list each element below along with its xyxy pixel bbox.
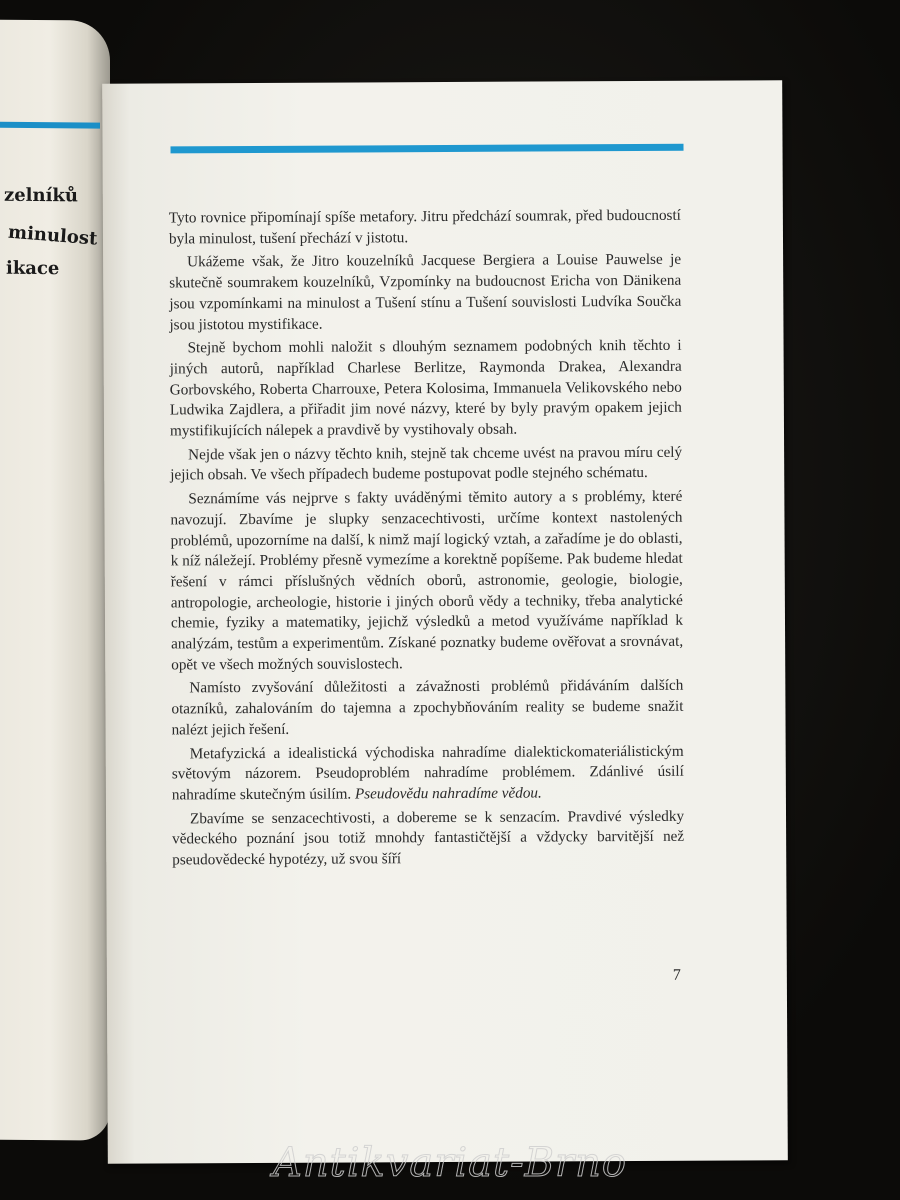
paragraph-text: Metafyzická a idealistická východiska nahradíme dialektickomateriálistickým světovým názorem. Pseudoproblém nahradíme problémem. Zdánlivé úsilí nahradíme skutečným úsilím.: [171, 742, 684, 804]
left-page-fragment: ikace: [6, 257, 60, 280]
book-page: [102, 80, 788, 1164]
paragraph: Tyto rovnice připomínají spíše metafory. Jitru předchází soumrak, před budoucností byla minulost, tušení přechází v jistotu.: [168, 206, 681, 248]
page-number: 7: [672, 966, 681, 984]
paragraph: [172, 741, 684, 806]
page-top-blue-rule: [171, 144, 684, 154]
paragraph: Nejde však jen o názvy těchto knih, stejně tak chceme uvést na pravou míru celý jejich obsah. Ve všech případech budeme postupovat podle stejného schématu.: [170, 443, 683, 484]
left-page-fragment: minulost: [7, 221, 98, 250]
left-facing-page: [0, 19, 110, 1140]
left-page-blue-rule: [0, 122, 100, 129]
paragraph: Zbavíme se senzacechtivosti, a dobereme se k senzacím. Pravdivé výsledky vědeckého poznání jsou totiž mnohdy fantastičtější a vždycky barvitější než pseudovědecké hypotézy, už svou šíří: [172, 807, 685, 869]
page-body-text: [169, 206, 684, 874]
left-page-fragment: zelníků: [4, 184, 78, 207]
paragraph: Namísto zvyšování důležitosti a závažnosti problémů přidáváním dalších otazníků, zahalováním do tajemna a zpochybňováním reality se budeme snažit nalézt jejich řešení.: [171, 677, 684, 739]
paragraph: Stejně bychom mohli naložit s dlouhým seznamem podobných knih těchto i jiných autorů, například Charlese Berlitze, Raymonda Drakea, Alexandra Gorbovského, Roberta Charrouxe, Petera Kolosima, Immanuela Velikovského nebo Ludwika Zajdlera, a přiřadit jim nové názvy, které by byly pravým opakem jejich mystifikujících nálepek a pravdivě by vystihovaly obsah.: [169, 336, 682, 440]
paragraph-italic-text: Pseudovědu nahradíme vědou.: [354, 784, 542, 803]
paragraph: Seznámíme vás nejprve s fakty uváděnými těmito autory a s problémy, které navozují. Zbavíme je slupky senzacechtivosti, určíme kontext nastolených problémů, upozorníme na další, k nimž mají logický vztah, a zařadíme je do oblasti, k níž náležejí. Problémy přesně vymezíme a korektně popíšeme. Pak budeme hledat řešení v rámci příslušných vědních oborů, astronomie, geologie, biologie, antropologie, archeologie, historie i jiných oborů vědy a techniky, třeba analytické chemie, fyziky a matematiky, jejichž výsledků a metod využíváme například k analýzám, testům a experimentům. Získané poznatky budeme ověřovat a srovnávat, opět ve všech možných souvislostech.: [170, 487, 684, 674]
watermark: Antikvariat-Brno: [273, 1140, 627, 1186]
paragraph: Ukážeme však, že Jitro kouzelníků Jacquese Bergiera a Louise Pauwelse je skutečně soumrakem kouzelníků, Vzpomínky na budoucnost Ericha von Dänikena jsou vzpomínkami na minulost a Tušení stínu a Tušení souvislosti Ludvíka Součka jsou jistotou mystifikace.: [169, 251, 682, 333]
